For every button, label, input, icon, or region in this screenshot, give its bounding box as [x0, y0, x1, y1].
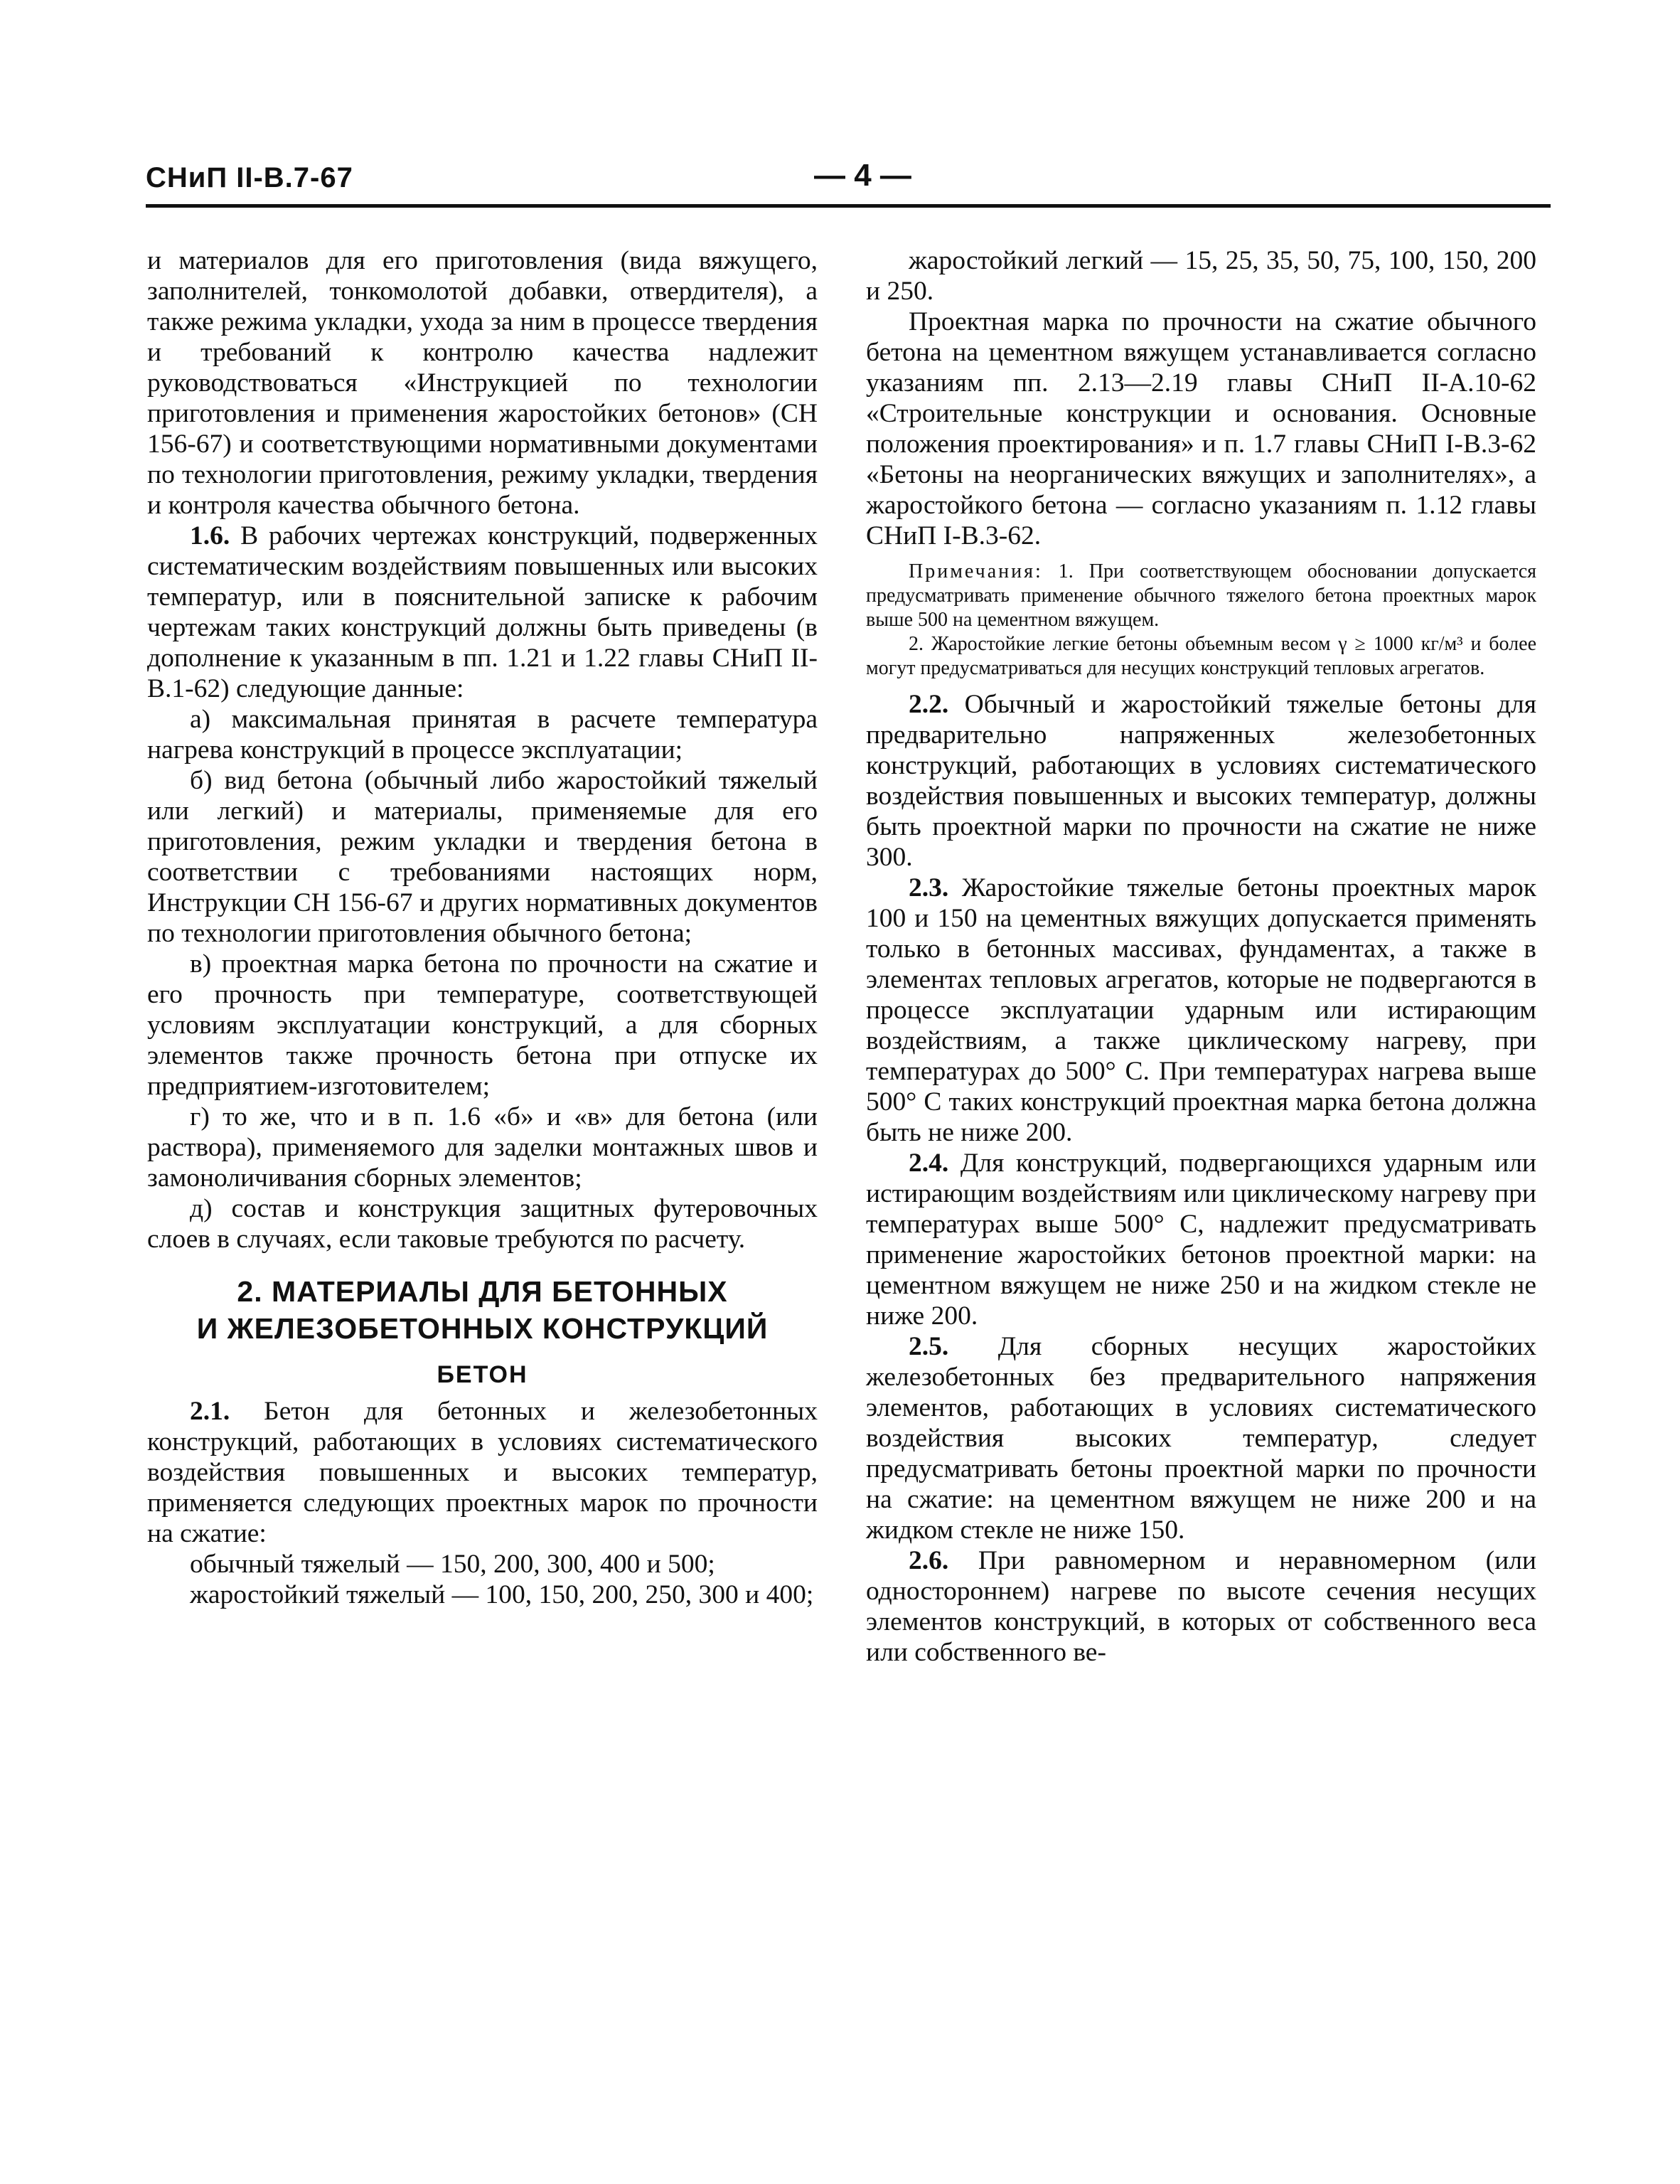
clause-text: Для конструкций, подвергающихся ударным или истирающим воздействиям или циклическому нагреву при температурах выше 500° С, надлежит предусматривать применение жаростойких бетонов проектной марки: на цементном вяжущем не ниже 250 и на жидком стекле не ниже 200. [866, 1149, 1536, 1331]
clause-number: 2.6. [909, 1546, 949, 1575]
clause-number: 2.2. [909, 690, 949, 719]
note-text: 1. При соответствующем обосновании допускается предусматривать применение обычного тяжелого бетона проектных марок выше 500 на цементном вяжущем. [866, 560, 1536, 631]
subsection-title: БЕТОН [437, 1361, 528, 1388]
header-rule [146, 204, 1551, 208]
clause-2-1 [147, 1396, 818, 1549]
clause-2-4 [866, 1148, 1536, 1331]
clause-number: 2.3. [909, 873, 949, 902]
grade-list-item: жаростойкий легкий — 15, 25, 35, 50, 75, 100, 150, 200 и 250. [866, 246, 1536, 306]
section-title [147, 1273, 818, 1347]
grade-list-item: жаростойкий тяжелый — 100, 150, 200, 250, 300 и 400; [190, 1580, 814, 1609]
clause-number: 2.5. [909, 1332, 949, 1361]
list-item-a: а) максимальная принятая в расчете температура нагрева конструкций в процессе эксплуатации; [147, 705, 818, 765]
list-item-b: б) вид бетона (обычный либо жаростойкий тяжелый или легкий) и материалы, применяемые для его приготовления, режим укладки и твердения бетона в соответствии с требованиями настоящих норм, Инструкции СН 156-67 и других нормативных документов по технологии приготовления обычного бетона; [147, 766, 818, 948]
list-item-d: д) состав и конструкция защитных футеровочных слоев в случаях, если таковые требуются по расчету. [147, 1194, 818, 1254]
section-title-line-2: И ЖЕЛЕЗОБЕТОННЫХ КОНСТРУКЦИЙ [196, 1312, 769, 1345]
clause-2-6 [866, 1545, 1536, 1668]
note-2: 2. Жаростойкие легкие бетоны объемным весом γ ≥ 1000 кг/м³ и более могут предусматриваться для несущих конструкций тепловых агрегатов. [866, 633, 1536, 679]
page-header [146, 158, 1551, 205]
clause-number: 2.1. [190, 1397, 230, 1426]
grade-list-item: обычный тяжелый — 150, 200, 300, 400 и 500; [190, 1550, 715, 1579]
clause-text: Обычный и жаростойкий тяжелые бетоны для предварительно напряженных железобетонных конструкций, работающих в условиях систематического воздействия повышенных и высоких температур, должны быть проектной марки по прочности на сжатие не ниже 300. [866, 690, 1536, 872]
clause-text: Бетон для бетонных и железобетонных конструкций, работающих в условиях систематического воздействия повышенных и высоких температур, применяется следующих проектных марок по прочности на сжатие: [147, 1397, 818, 1548]
clause-text: В рабочих чертежах конструкций, подверженных систематическим воздействиям повышенных или высоких температур, или в пояснительной записке к рабочим чертежам таких конструкций должны быть приведены (в дополнение к указанным в пп. 1.21 и 1.22 главы СНиП II-В.1-62) следующие данные: [147, 521, 818, 703]
clause-2-5 [866, 1331, 1536, 1545]
note-1 [866, 560, 1536, 632]
page-number: — 4 — [814, 158, 911, 193]
paragraph-design-grade: Проектная марка по прочности на сжатие обычного бетона на цементном вяжущем устанавливается согласно указаниям пп. 2.13—2.19 главы СНиП II-А.10-62 «Строительные конструкции и основания. Основные положения проектирования» и п. 1.7 главы СНиП I-В.3-62 «Бетоны на неорганических вяжущих и заполнителях», а жаростойкого бетона — согласно указаниям п. 1.12 главы СНиП I-В.3-62. [866, 307, 1536, 550]
clause-number: 1.6. [190, 521, 230, 550]
document-code: СНиП II-В.7-67 [146, 162, 353, 193]
clause-text: При равномерном и неравномерном (или одностороннем) нагреве по высоте сечения несущих элементов конструкций, в которых от собственного веса или собственного ве- [866, 1546, 1536, 1667]
paragraph-continued: и материалов для его приготовления (вида вяжущего, заполнителей, тонкомолотой добавки, отвердителя), а также режима укладки, ухода за ним в процессе твердения и требований к контролю качества надлежит руководствоваться «Инструкцией по технологии приготовления и применения жаростойких бетонов» (СН 156-67) и соответствующими нормативными документами по технологии приготовления, режиму укладки, твердения и контроля качества обычного бетона. [147, 246, 818, 520]
clause-text: Жаростойкие тяжелые бетоны проектных марок 100 и 150 на цементных вяжущих допускается применять только в бетонных массивах, фундаментах, а также в элементах тепловых агрегатов, которые не подвергаются в процессе эксплуатации ударным или истирающим воздействиям, а также циклическому нагреву, при температурах до 500° С. При температурах нагрева выше 500° С таких конструкций проектная марка бетона должна быть не ниже 200. [866, 873, 1536, 1147]
right-column [866, 245, 1536, 1668]
clause-text: Для сборных несущих жаростойких железобетонных без предварительного напряжения элементов, работающих в условиях систематического воздействия высоких температур, следует предусматривать бетоны проектной марки по прочности на сжатие: на цементном вяжущем не ниже 200 и на жидком стекле не ниже 150. [866, 1332, 1536, 1545]
clause-2-3 [866, 873, 1536, 1148]
list-item-g: г) то же, что и в п. 1.6 «б» и «в» для бетона (или раствора), применяемого для заделки монтажных швов и замоноличивания сборных элементов; [147, 1102, 818, 1193]
clause-1-6 [147, 521, 818, 704]
clause-2-2 [866, 689, 1536, 873]
notes-label: Примечания: [909, 560, 1043, 582]
clause-number: 2.4. [909, 1149, 949, 1178]
section-title-line-1: 2. МАТЕРИАЛЫ ДЛЯ БЕТОННЫХ [237, 1275, 728, 1308]
list-item-v: в) проектная марка бетона по прочности на сжатие и его прочность при температуре, соответствующей условиям эксплуатации конструкций, а для сборных элементов также прочность бетона при отпуске их предприятием-изготовителем; [147, 949, 818, 1101]
left-column [147, 245, 818, 1610]
